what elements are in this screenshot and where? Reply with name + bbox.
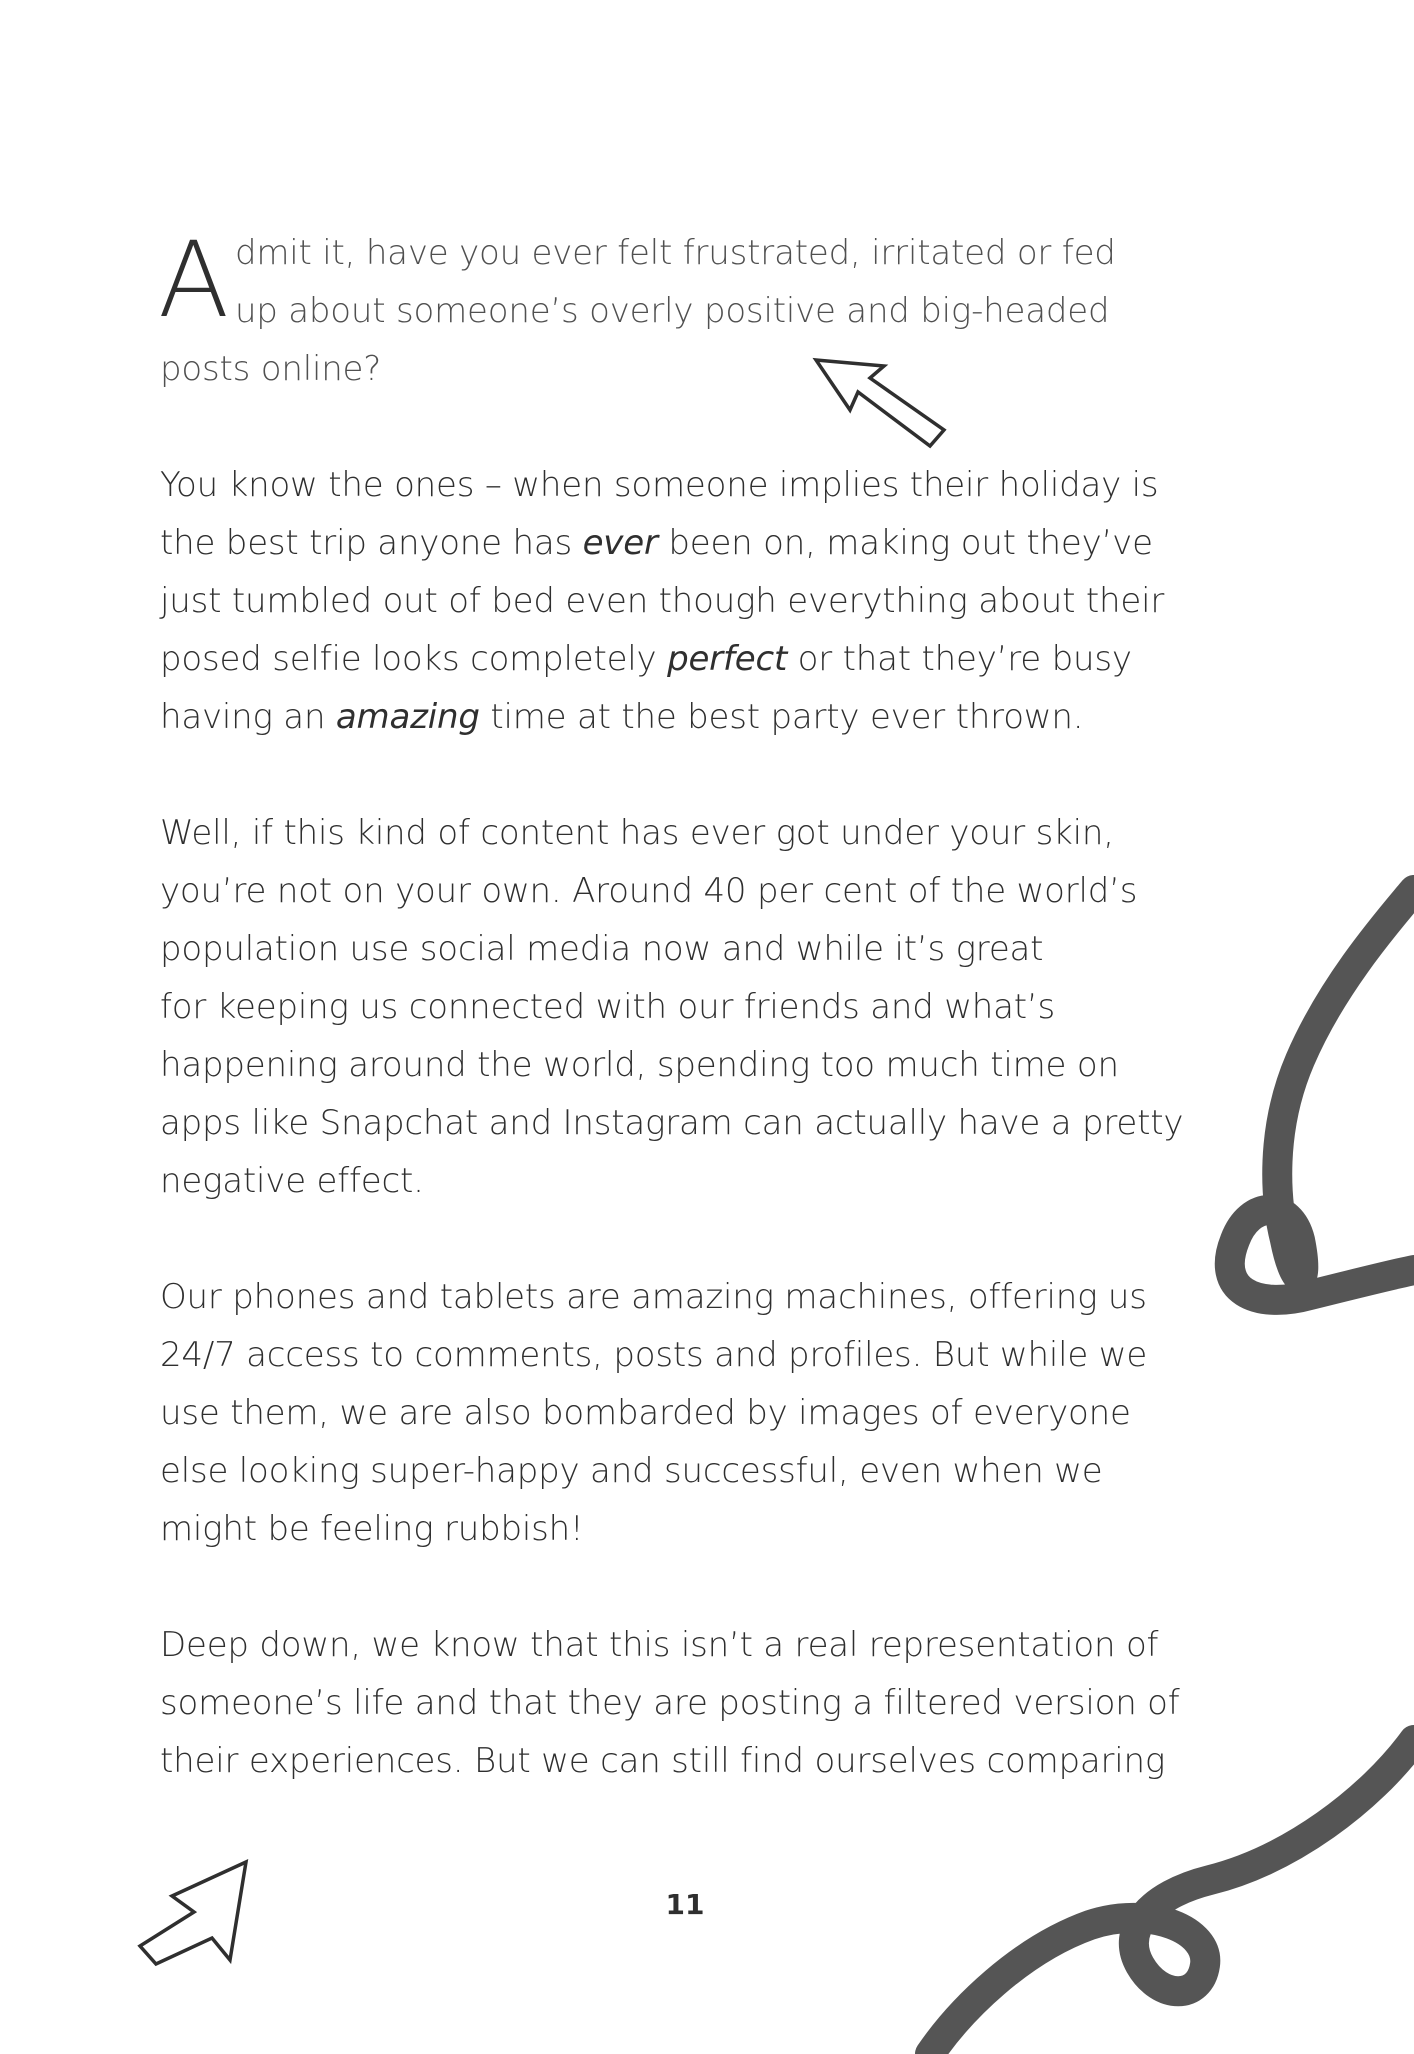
paragraph-phones xyxy=(160,1268,1260,1558)
emphasis-text: perfect xyxy=(667,639,788,679)
paragraph-line: happening around the world, spending too much time on xyxy=(160,1045,1119,1085)
paragraph-line: you’re not on your own. Around 40 per cent of the world’s xyxy=(160,871,1138,911)
intro-line: up about someone’s overly positive and big-headed xyxy=(234,291,1110,331)
paragraph-line: You know the ones – when someone implies their holiday is xyxy=(160,465,1159,505)
paragraph-line: Our phones and tablets are amazing machines, offering us xyxy=(160,1277,1147,1317)
article-body xyxy=(158,219,1260,1848)
outline-arrow-icon xyxy=(134,1856,252,1970)
paragraph-line: the best trip anyone has ever been on, making out they’ve xyxy=(160,523,1153,563)
paragraph-line: might be feeling rubbish! xyxy=(160,1509,584,1549)
paragraph-line: just tumbled out of bed even though everything about their xyxy=(160,581,1165,621)
paragraph-deep-down xyxy=(160,1616,1260,1790)
paragraph-holiday xyxy=(160,456,1260,746)
paragraph-line: having an amazing time at the best party ever thrown. xyxy=(160,697,1084,737)
paragraph-line: negative effect. xyxy=(160,1161,424,1201)
paragraph-line: population use social media now and while it’s great xyxy=(160,929,1044,969)
paragraph-line: else looking super-happy and successful, even when we xyxy=(160,1451,1103,1491)
paragraph-line: Deep down, we know that this isn’t a real representation of xyxy=(160,1625,1159,1665)
intro-paragraph xyxy=(158,219,1260,398)
emphasis-text: ever xyxy=(582,523,658,563)
paragraph-line: their experiences. But we can still find ourselves comparing xyxy=(160,1741,1166,1781)
paragraph-line: posed selfie looks completely perfect or that they’re busy xyxy=(160,639,1132,679)
intro-line: posts online? xyxy=(160,349,382,389)
paragraph-line: for keeping us connected with our friends and what’s xyxy=(160,987,1056,1027)
paragraph-line: use them, we are also bombarded by images of everyone xyxy=(160,1393,1131,1433)
paragraph-line: someone’s life and that they are posting a filtered version of xyxy=(160,1683,1180,1723)
paragraph-line: Well, if this kind of content has ever got under your skin, xyxy=(160,813,1114,853)
intro-line: dmit it, have you ever felt frustrated, irritated or fed xyxy=(234,233,1116,273)
paragraph-social-media xyxy=(160,804,1260,1210)
paragraph-line: apps like Snapchat and Instagram can actually have a pretty xyxy=(160,1103,1184,1143)
paragraph-line: 24/7 access to comments, posts and profiles. But while we xyxy=(160,1335,1148,1375)
page-number: 11 xyxy=(665,1888,705,1921)
drop-cap-letter: A xyxy=(158,219,229,341)
emphasis-text: amazing xyxy=(335,697,480,737)
